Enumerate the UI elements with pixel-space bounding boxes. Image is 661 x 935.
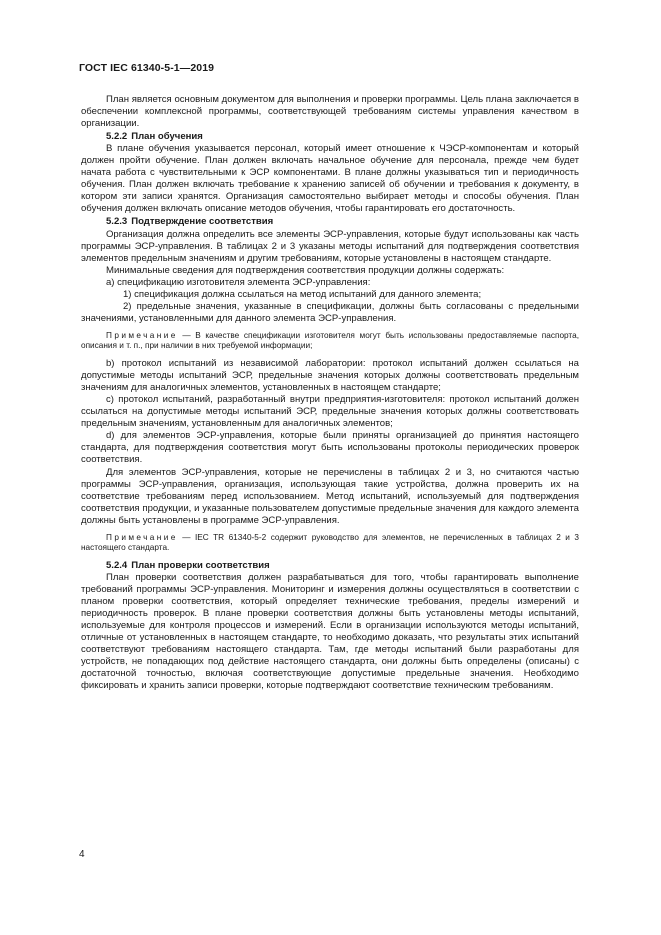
section-number: 5.2.3 <box>106 216 128 228</box>
paragraph: Для элементов ЭСР-управления, которые не перечислены в таблицах 2 и 3, но считаются частью программы ЭСР-управления, организация, использующая такие устройства, должна проверить их на соответствие требованиям перед использованием. Метод испытаний, используемый для подтверждения соответствия продукции, и указанные пользователем допустимые предельные значения для каждого элемента должны быть установлены в программе ЭСР-управления. <box>81 466 579 526</box>
list-item-b: b) протокол испытаний из независимой лаборатории: протокол испытаний должен ссылаться на допустимые методы испытаний ЭСР, предельные значения которых должны соответствовать предельным значениям для аналогичных элементов, установленных в настоящем стандарте; <box>81 358 579 394</box>
paragraph: План проверки соответствия должен разрабатываться для того, чтобы гарантировать выполнение требований программы ЭСР-управления. Мониторинг и измерения должны осуществляться в соответствии с планом проверки соответствия, который определяет технические требования, пределы измерений и периодичность проверок. В плане проверки соответствия должны быть установлены методы испытаний, используемые для контроля процессов и измерений. Если в организации используются методы испытаний, отличные от установленных в настоящем стандарте, то необходимо доказать, что результаты этих испытаний соответствуют требованиям настоящего стандарта. Там, где методы испытаний были разработаны для устройств, не попадающих под действие настоящего стандарта, они должны быть определены (описаны) с достаточной точностью, включая соответствующие допустимые предельные значения. Необходимо фиксировать и хранить записи проверки, которые подтверждают соответствие техническим требованиям. <box>81 571 579 692</box>
note-label: Примечание <box>106 532 178 542</box>
list-item-a2: 2) предельные значения, указанные в спецификации, должны быть согласованы с предельными значениями, установленными для данного элемента ЭСР-управления. <box>81 300 579 324</box>
list-item-d: d) для элементов ЭСР-управления, которые были приняты организацией до принятия настоящего стандарта, для подтверждения соответствия могут быть использованы протоколы периодических проверок соответствия. <box>81 430 579 466</box>
paragraph: План является основным документом для выполнения и проверки программы. Цель плана заключается в обеспечении комплексной программы, соответствующей требованиям системы управления качеством в организации. <box>81 94 579 130</box>
section-heading-5-2-3 <box>81 216 579 228</box>
note <box>81 331 579 352</box>
document-header: ГОСТ IEC 61340-5-1—2019 <box>79 62 215 74</box>
list-item-c: c) протокол испытаний, разработанный внутри предприятия-изготовителя: протокол испытаний должен ссылаться на допустимые методы испытаний ЭСР, предельные значения которых должны соответствовать предельным значениям, установленным для аналогичных элементов; <box>81 394 579 430</box>
document-body <box>81 94 579 692</box>
note-text: — IEC TR 61340-5-2 содержит руководство для элементов, не перечисленных в таблицах 2 и 3 настоящего стандарта. <box>81 532 579 553</box>
section-heading-5-2-4 <box>81 560 579 572</box>
note-text: — В качестве спецификации изготовителя могут быть использованы предоставляемые паспорта, описания и т. п., при наличии в них требуемой информации; <box>81 330 579 351</box>
note-label: Примечание <box>106 330 178 340</box>
list-item-a1: 1) спецификация должна ссылаться на метод испытаний для данного элемента; <box>123 288 482 300</box>
section-number: 5.2.4 <box>106 559 128 571</box>
page-number: 4 <box>79 849 85 860</box>
section-title: План проверки соответствия <box>131 559 270 571</box>
list-item-a: а) спецификацию изготовителя элемента ЭСР-управления: <box>106 276 371 288</box>
note <box>81 533 579 554</box>
section-number: 5.2.2 <box>106 131 128 143</box>
section-title: План обучения <box>131 131 203 143</box>
section-heading-5-2-2 <box>81 131 579 143</box>
section-title: Подтверждение соответствия <box>131 216 274 228</box>
paragraph: Организация должна определить все элементы ЭСР-управления, которые будут использованы как часть программы ЭСР-управления. В таблицах 2 и 3 указаны методы испытаний для подтверждения соответствия элементов предельным значениям и другим требованиям, которые установлены в настоящем стандарте. <box>81 228 579 264</box>
paragraph: В плане обучения указывается персонал, который имеет отношение к ЧЭСР-компонентам и который должен пройти обучение. План должен включать начальное обучение для персонала, прежде чем будет начата работа с чувствительными к ЭСР компонентами. В плане должны указываться тип и периодичность обучения. План должен включать требование к хранению записей об обучении и требования к документу, в котором эти записи хранятся. Организация самостоятельно выбирает методы и способы обучения. План обучения должен включать описание методов обучения, чтобы гарантировать его достаточность. <box>81 143 579 215</box>
paragraph: Минимальные сведения для подтверждения соответствия продукции должны содержать: <box>106 264 505 276</box>
